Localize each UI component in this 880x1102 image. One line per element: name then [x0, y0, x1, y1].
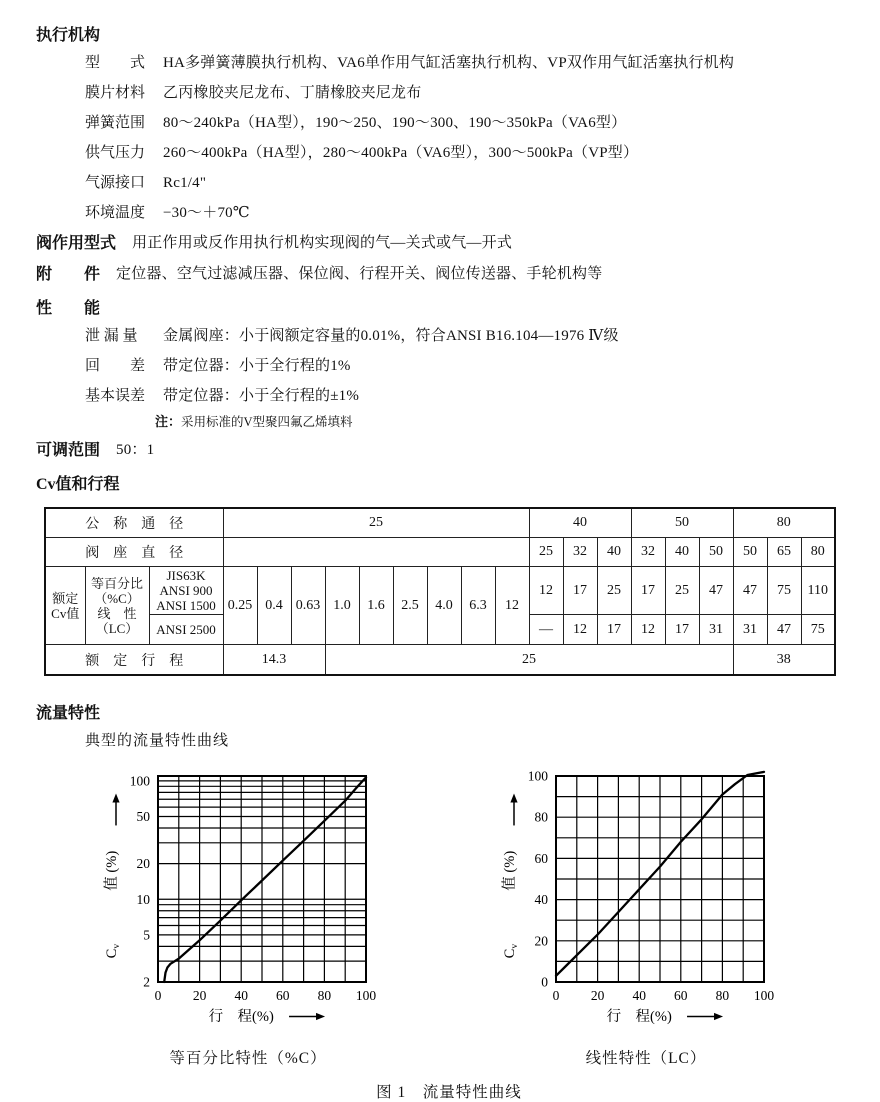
- svg-text:20: 20: [590, 988, 605, 1003]
- svg-text:40: 40: [534, 892, 548, 908]
- table-cell: 32: [563, 538, 597, 567]
- table-cell: 1.0: [325, 567, 359, 645]
- equal-percentage-caption: 等百分比特性（%C）: [169, 1050, 327, 1067]
- table-cell: 47: [699, 567, 733, 615]
- spec-label: 气源接口: [85, 175, 146, 191]
- table-cell: 6.3: [461, 567, 495, 645]
- svg-text:20: 20: [136, 856, 150, 872]
- spec-label: 供气压力: [85, 145, 146, 161]
- valve-action-label: 阀作用型式: [36, 235, 117, 252]
- note-text: 采用标准的V型聚四氟乙烯填料: [181, 415, 353, 429]
- figure-caption: 图 1 流量特性曲线: [376, 1084, 522, 1101]
- spec-label: 回 差: [85, 358, 146, 374]
- spec-value: 80～240kPa（HA型），190～250、190～300、190～350kPa（VA6型）: [163, 115, 627, 131]
- table-row-rated-stroke: [45, 645, 835, 676]
- note-label: 注：: [155, 414, 182, 429]
- svg-text:100: 100: [355, 988, 377, 1003]
- table-header-std-a: JIS63K ANSI 900 ANSI 1500: [149, 567, 223, 615]
- section-title-performance: 性 能: [36, 300, 101, 317]
- table-cell: 32: [631, 538, 665, 567]
- table-cell: 47: [733, 567, 767, 615]
- spec-row-leakage: [85, 321, 862, 351]
- table-cell: 12: [631, 615, 665, 645]
- svg-text:40: 40: [632, 988, 646, 1003]
- table-header-rated-cv: 额定 Cv值: [45, 567, 85, 645]
- section-title-cv-table: Cv值和行程: [36, 476, 120, 493]
- table-cell: 12: [495, 567, 529, 645]
- table-cell: 0.25: [223, 567, 257, 645]
- spec-row-diaphragm: [85, 78, 862, 108]
- spec-label: 泄 漏 量: [85, 328, 138, 344]
- table-header-cell: 额 定 行 程: [45, 645, 223, 676]
- table-row-rated-cv-a: [45, 567, 835, 615]
- rangeability-label: 可调范围: [36, 442, 101, 459]
- linear-chart-caption: 线性特性（LC）: [585, 1050, 707, 1067]
- table-cell: 17: [597, 615, 631, 645]
- table-cell: 0.4: [257, 567, 291, 645]
- table-cell: 50: [699, 538, 733, 567]
- spec-row-basic-error: [85, 381, 862, 411]
- table-cell: 31: [699, 615, 733, 645]
- spec-label: 膜片材料: [85, 85, 146, 101]
- svg-text:10: 10: [136, 891, 150, 907]
- spec-row-spring-range: [85, 108, 862, 138]
- spec-value: 金属阀座：小于阀额定容量的0.01%，符合ANSI B16.104—1976 Ⅳ级: [163, 328, 619, 344]
- table-header-characteristic: 等百分比 （%C） 线 性 （LC）: [85, 567, 149, 645]
- spec-value: 260～400kPa（HA型），280～400kPa（VA6型），300～500kPa（VP型）: [163, 145, 639, 161]
- svg-text:100: 100: [527, 768, 548, 784]
- section-title-actuator: 执行机构: [36, 27, 101, 44]
- svg-text:80: 80: [715, 988, 730, 1003]
- table-row-seat-diameter: [45, 538, 835, 567]
- spec-row-air-connection: [85, 168, 862, 198]
- spec-value: Rc1/4": [163, 175, 207, 191]
- table-header-cell: 公 称 通 径: [45, 508, 223, 538]
- table-cell: 4.0: [427, 567, 461, 645]
- table-row-nominal-diameter: [45, 508, 835, 538]
- accessories-value: 定位器、空气过滤减压器、保位阀、行程开关、阀位传送器、手轮机构等: [116, 266, 603, 282]
- table-cell: 25: [223, 508, 529, 538]
- equal-percentage-chart-block: [92, 764, 404, 1068]
- svg-text:60: 60: [674, 988, 688, 1003]
- table-cell: 50: [733, 538, 767, 567]
- valve-action-row: [36, 228, 862, 259]
- table-cell: 25: [325, 645, 733, 676]
- equal-percentage-chart: [92, 764, 404, 1044]
- svg-text:值 (%): 值 (%): [104, 850, 120, 891]
- svg-text:60: 60: [534, 850, 548, 866]
- svg-text:0: 0: [541, 974, 548, 990]
- svg-text:60: 60: [276, 988, 290, 1003]
- svg-text:行 程(%): 行 程(%): [208, 1009, 274, 1025]
- svg-text:行 程(%): 行 程(%): [606, 1009, 672, 1025]
- table-cell: 25: [665, 567, 699, 615]
- table-cell: 12: [563, 615, 597, 645]
- table-cell-blank: [223, 538, 529, 567]
- svg-text:50: 50: [136, 809, 150, 825]
- table-cell: 80: [733, 508, 835, 538]
- svg-text:100: 100: [129, 773, 150, 789]
- table-cell: 40: [529, 508, 631, 538]
- table-cell: 17: [631, 567, 665, 615]
- svg-text:0: 0: [552, 988, 560, 1003]
- flow-charts: [92, 764, 862, 1068]
- spec-value: 带定位器：小于全行程的±1%: [163, 388, 360, 404]
- rangeability-value: 50：1: [116, 442, 155, 458]
- table-cell: —: [529, 615, 563, 645]
- svg-text:20: 20: [534, 933, 548, 949]
- svg-text:40: 40: [234, 988, 248, 1003]
- svg-text:Cv: $C_v$: [502, 943, 520, 959]
- spec-label: 基本误差: [85, 388, 146, 404]
- table-cell: 25: [529, 538, 563, 567]
- table-cell: 0.63: [291, 567, 325, 645]
- linear-chart-block: [490, 764, 802, 1068]
- table-cell: 110: [801, 567, 835, 615]
- svg-text:Cv: $C_v$: [104, 943, 122, 959]
- spec-value: 带定位器：小于全行程的1%: [163, 358, 351, 374]
- table-cell: 17: [563, 567, 597, 615]
- svg-text:100: 100: [753, 988, 775, 1003]
- rangeability-row: [36, 435, 862, 466]
- table-cell: 40: [665, 538, 699, 567]
- spec-label: 型 式: [85, 55, 146, 71]
- table-cell: 80: [801, 538, 835, 567]
- spec-value: −30～＋70℃: [163, 205, 250, 221]
- table-cell: 31: [733, 615, 767, 645]
- table-cell: 50: [631, 508, 733, 538]
- table-cell: 2.5: [393, 567, 427, 645]
- spec-label: 弹簧范围: [85, 115, 146, 131]
- cv-stroke-table: [44, 507, 836, 676]
- spec-row-ambient-temp: [85, 198, 862, 228]
- table-cell: 40: [597, 538, 631, 567]
- table-cell: 65: [767, 538, 801, 567]
- svg-text:80: 80: [534, 809, 548, 825]
- spec-row-supply-pressure: [85, 138, 862, 168]
- table-header-cell: 阀 座 直 径: [45, 538, 223, 567]
- svg-text:值 (%): 值 (%): [502, 850, 518, 891]
- svg-text:5: 5: [143, 927, 150, 943]
- spec-value: 乙丙橡胶夹尼龙布、丁腈橡胶夹尼龙布: [163, 85, 422, 101]
- svg-text:80: 80: [317, 988, 332, 1003]
- table-cell: 17: [665, 615, 699, 645]
- svg-text:0: 0: [154, 988, 162, 1003]
- section-title-flow: 流量特性: [36, 705, 101, 722]
- table-cell: 25: [597, 567, 631, 615]
- spec-row-type: [85, 48, 862, 78]
- spec-value: HA多弹簧薄膜执行机构、VA6单作用气缸活塞执行机构、VP双作用气缸活塞执行机构: [163, 55, 735, 71]
- table-cell: 38: [733, 645, 835, 676]
- packing-note: [155, 412, 862, 432]
- table-cell: 75: [801, 615, 835, 645]
- svg-text:20: 20: [192, 988, 207, 1003]
- spec-label: 环境温度: [85, 205, 146, 221]
- table-cell: 12: [529, 567, 563, 615]
- valve-action-value: 用正作用或反作用执行机构实现阀的气—关式或气—开式: [132, 235, 513, 251]
- spec-row-hysteresis: [85, 351, 862, 381]
- linear-chart: [490, 764, 802, 1044]
- accessories-row: [36, 259, 862, 290]
- table-cell: 75: [767, 567, 801, 615]
- table-cell: 47: [767, 615, 801, 645]
- table-cell: 14.3: [223, 645, 325, 676]
- table-header-std-b: ANSI 2500: [149, 615, 223, 645]
- accessories-label: 附 件: [36, 266, 101, 283]
- flow-subtitle: 典型的流量特性曲线: [85, 733, 230, 749]
- table-cell: 1.6: [359, 567, 393, 645]
- svg-text:2: 2: [143, 974, 150, 990]
